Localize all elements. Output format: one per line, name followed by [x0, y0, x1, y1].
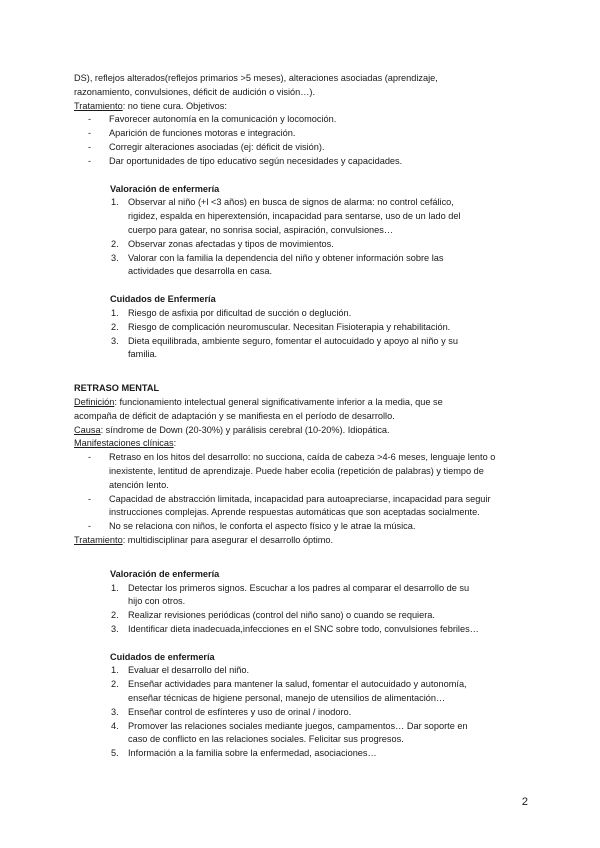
- spacer: [74, 637, 534, 651]
- item-number: 2.: [111, 610, 119, 621]
- definicion-label: Definición: [74, 396, 115, 407]
- item-line: Dieta equilibrada, ambiente seguro, fomentar el autocuidado y apoyo al niño y su: [128, 335, 458, 346]
- item-line: caso de conflicto en las relaciones sociales. Felicitar sus progresos.: [128, 734, 404, 745]
- item-number: 5.: [111, 748, 119, 759]
- item-number: 2.: [111, 321, 119, 332]
- list-item: [111, 720, 534, 748]
- item-line: Evaluar el desarrollo del niño.: [128, 665, 250, 676]
- definicion-text: : funcionamiento intelectual general significativamente inferior a la media, que se: [114, 396, 443, 407]
- manifestaciones-heading: [74, 437, 534, 451]
- item-line: Promover las relaciones sociales mediante juegos, campamentos… Dar soporte en: [128, 720, 468, 731]
- item-line: Identificar dieta inadecuada,infecciones en el SNC sobre todo, convulsiones febriles…: [128, 623, 479, 634]
- item-line: Información a la familia sobre la enfermedad, asociaciones…: [128, 748, 377, 759]
- retraso-heading: RETRASO MENTAL: [74, 383, 160, 394]
- item-number: 3.: [111, 335, 119, 346]
- item-line: rigidez, espalda en hiperextensión, incapacidad para sentarse, uso de un lado del: [128, 211, 461, 222]
- item-line: Capacidad de abstracción limitada, incapacidad para autoapreciarse, incapacidad para seguir: [109, 493, 491, 504]
- item-line: inexistente, lentitud de aprendizaje. Puede haber ecolia (repetición de palabras) y tiempo de: [109, 465, 484, 476]
- intro-line: DS), reflejos alterados(reflejos primarios >5 meses), alteraciones asociadas (aprendizaje,: [74, 73, 438, 83]
- tratamiento-label: Tratamiento: [74, 534, 123, 545]
- list-item: [111, 678, 534, 706]
- valoracion2-list: [74, 582, 534, 637]
- item-line: Enseñar actividades para mantener la salud, fomentar el autocuidado y autonomía,: [128, 679, 467, 690]
- tratamiento-text: : multidisciplinar para asegurar el desarrollo óptimo.: [122, 534, 334, 545]
- spacer: [74, 362, 534, 382]
- cuidados1-list: [74, 307, 534, 362]
- objetivos-list: [74, 113, 534, 168]
- item-line: Retraso en los hitos del desarrollo: no succiona, caída de cabeza >4-6 meses, lenguaje lento o: [109, 452, 496, 463]
- definicion-paragraph: [74, 396, 534, 410]
- manifestaciones-list: [74, 451, 534, 534]
- item-number: 2.: [111, 238, 119, 249]
- item-number: 3.: [111, 706, 119, 717]
- item-number: 1.: [111, 665, 119, 676]
- spacer: [74, 279, 534, 293]
- item-line: Riesgo de complicación neuromuscular. Necesitan Fisioterapia y rehabilitación.: [128, 321, 451, 332]
- item-number: 3.: [111, 623, 119, 634]
- list-item: [111, 252, 534, 280]
- section-heading: Valoración de enfermería: [110, 568, 220, 579]
- item-line: Detectar los primeros signos. Escuchar a los padres al comparar el desarrollo de su: [128, 582, 470, 593]
- item-line: Realizar revisiones periódicas (control del niño sano) o cuando se requiera.: [128, 610, 435, 621]
- page-number: 2: [521, 796, 528, 808]
- list-item: [109, 493, 534, 521]
- list-item: [111, 747, 534, 761]
- item-line: familia.: [128, 349, 158, 360]
- section-heading: Cuidados de enfermería: [110, 651, 215, 662]
- item-line: cuerpo para gatear, no sonrisa social, aspiración, convulsiones…: [128, 224, 394, 235]
- list-item: [111, 321, 534, 335]
- definicion-continuation: acompaña de déficit de adaptación y se manifiesta en el período de desarrollo.: [74, 410, 395, 421]
- list-item: - Corregir alteraciones asociadas (ej: déficit de visión).: [109, 141, 534, 155]
- manifestaciones-label: Manifestaciones clínicas: [74, 438, 174, 449]
- list-item: - Dar oportunidades de tipo educativo según necesidades y capacidades.: [109, 155, 534, 169]
- item-line: actividades que desarrolla en casa.: [128, 266, 273, 277]
- list-item: - Aparición de funciones motoras e integración.: [109, 127, 534, 141]
- item-line: enseñar técnicas de higiene personal, manejo de utensilios de alimentación…: [128, 693, 446, 704]
- item-line: hijo con otros.: [128, 596, 186, 607]
- item-line: atención lento.: [109, 479, 169, 490]
- item-line: instrucciones complejas. Aprende respuestas automáticas que son aceptadas socialmente.: [109, 507, 480, 518]
- tratamiento-label: Tratamiento: [74, 100, 123, 111]
- list-item: [111, 706, 534, 720]
- spacer: [74, 548, 534, 568]
- item-line: Riesgo de asfixia por dificultad de succión o deglución.: [128, 307, 352, 318]
- tratamiento-paragraph: [74, 534, 534, 548]
- spacer: [74, 169, 534, 183]
- causa-text: : síndrome de Down (20-30%) y parálisis cerebral (10-20%). Idiopática.: [100, 424, 390, 435]
- list-item: - Favorecer autonomía en la comunicación y locomoción.: [109, 113, 534, 127]
- tratamiento-paragraph: [74, 100, 534, 114]
- cuidados2-list: [74, 664, 534, 761]
- list-item: [111, 582, 534, 610]
- tratamiento-text: : no tiene cura. Objetivos:: [122, 100, 227, 111]
- list-item: [111, 623, 534, 637]
- causa-label: Causa: [74, 424, 101, 435]
- valoracion1-list: [74, 196, 534, 279]
- list-item: [109, 451, 534, 492]
- section-heading: Cuidados de Enfermería: [110, 294, 216, 305]
- item-line: Observar al niño (+l <3 años) en busca de signos de alarma: no control cefálico,: [128, 197, 454, 208]
- list-item: [111, 196, 534, 237]
- item-line: Enseñar control de esfínteres y uso de orinal / inodoro.: [128, 706, 352, 717]
- item-line: Valorar con la familia la dependencia del niño y obtener información sobre las: [128, 252, 444, 263]
- item-number: 1.: [111, 197, 119, 208]
- item-line: Observar zonas afectadas y tipos de movimientos.: [128, 238, 334, 249]
- item-number: 4.: [111, 720, 119, 731]
- item-line: No se relaciona con niños, le conforta el aspecto físico y le atrae la música.: [109, 521, 416, 532]
- list-item: [111, 609, 534, 623]
- item-number: 3.: [111, 252, 119, 263]
- section-heading: Valoración de enfermería: [110, 183, 220, 194]
- causa-paragraph: [74, 424, 534, 438]
- item-number: 1.: [111, 307, 119, 318]
- item-number: 1.: [111, 582, 119, 593]
- list-item: [111, 335, 534, 363]
- manifestaciones-colon: :: [173, 438, 177, 449]
- item-number: 2.: [111, 679, 119, 690]
- intro-line: razonamiento, convulsiones, déficit de audición o visión…).: [74, 86, 316, 97]
- list-item: [111, 664, 534, 678]
- list-item: [111, 238, 534, 252]
- list-item: [111, 307, 534, 321]
- list-item: [109, 520, 534, 534]
- page-content: [74, 72, 534, 761]
